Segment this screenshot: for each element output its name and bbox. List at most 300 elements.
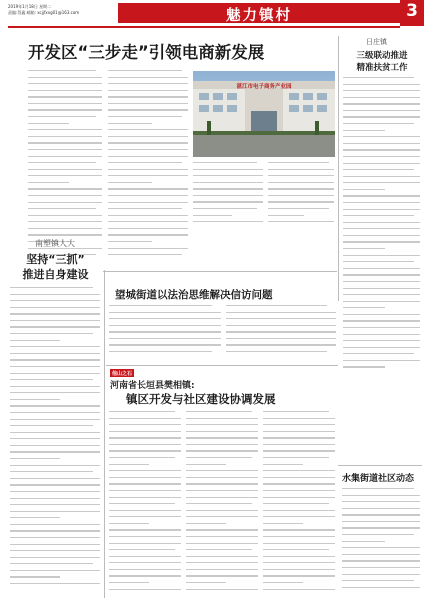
- text-line: [28, 142, 102, 143]
- header-rule: [8, 26, 400, 28]
- text-line: [343, 123, 414, 124]
- side-top-body-text: [343, 77, 420, 368]
- text-line: [343, 143, 420, 144]
- text-line: [10, 484, 100, 485]
- text-line: [109, 457, 175, 458]
- left-story-kicker: 南塑镇人大: [35, 239, 75, 248]
- left-story-title-line2: 推进自身建设: [22, 268, 89, 281]
- text-line: [186, 523, 226, 524]
- text-line: [10, 405, 100, 406]
- text-line: [108, 215, 188, 216]
- text-line: [343, 360, 420, 361]
- ecommerce-park-photo: [193, 71, 335, 157]
- text-line: [10, 583, 100, 584]
- text-line: [10, 294, 100, 295]
- text-line: [10, 537, 100, 538]
- text-line: [108, 228, 188, 229]
- text-line: [109, 536, 181, 537]
- center-story-col1: [109, 305, 221, 362]
- text-line: [28, 215, 102, 216]
- text-line: [10, 544, 100, 545]
- text-line: [263, 569, 335, 570]
- left-story-body-text: [10, 287, 100, 584]
- text-line: [263, 582, 303, 583]
- text-line: [186, 444, 258, 445]
- editor-contact: 责编:蔡鑫 邮箱: xcjjfxxg01@163.com: [8, 9, 80, 15]
- text-line: [263, 431, 335, 432]
- text-line: [109, 305, 212, 306]
- text-line: [193, 195, 263, 196]
- text-line: [28, 182, 69, 183]
- text-line: [226, 344, 336, 345]
- text-line: [342, 547, 420, 548]
- lead-body-col2: [108, 70, 188, 267]
- text-line: [226, 312, 336, 313]
- lead-body-col4: [268, 162, 334, 234]
- text-line: [263, 497, 335, 498]
- text-line: [343, 241, 420, 242]
- text-line: [108, 234, 188, 235]
- text-line: [28, 136, 102, 137]
- left-column-divider: [104, 270, 105, 598]
- text-line: [28, 116, 96, 117]
- side-top-body: [343, 77, 420, 379]
- text-line: [10, 517, 60, 518]
- text-line: [10, 346, 100, 347]
- issue-meta: [8, 4, 79, 15]
- right-box-body: [342, 488, 420, 597]
- text-line: [28, 169, 102, 170]
- bottom-story-title-line1: 河南省长垣县樊相镇:: [110, 381, 195, 391]
- text-line: [343, 255, 420, 256]
- text-line: [108, 182, 152, 183]
- text-line: [193, 182, 263, 183]
- right-box-rule: [338, 465, 422, 466]
- text-line: [108, 169, 188, 170]
- text-line: [186, 457, 252, 458]
- text-line: [263, 477, 335, 478]
- text-line: [343, 195, 420, 196]
- text-line: [108, 116, 182, 117]
- text-line: [268, 169, 334, 170]
- text-line: [109, 529, 181, 530]
- text-line: [263, 444, 335, 445]
- text-line: [343, 366, 385, 367]
- text-line: [108, 136, 188, 137]
- text-line: [268, 201, 334, 202]
- text-line: [268, 221, 334, 222]
- text-line: [263, 503, 329, 504]
- text-line: [10, 399, 60, 400]
- text-line: [342, 580, 414, 581]
- text-line: [109, 424, 181, 425]
- text-line: [186, 556, 258, 557]
- text-line: [263, 437, 335, 438]
- text-line: [108, 123, 152, 124]
- text-line: [109, 418, 181, 419]
- text-line: [109, 490, 181, 491]
- text-line: [343, 209, 420, 210]
- text-line: [10, 451, 100, 452]
- section-title: 魅力镇村: [226, 7, 292, 24]
- lead-body-text: [193, 162, 263, 222]
- text-line: [28, 77, 102, 78]
- right-box-body-text: [342, 488, 420, 588]
- text-line: [10, 557, 100, 558]
- text-line: [10, 458, 60, 459]
- text-line: [343, 136, 420, 137]
- text-line: [263, 556, 335, 557]
- text-line: [108, 221, 188, 222]
- bottom-story-col1: [109, 411, 181, 597]
- text-line: [186, 582, 226, 583]
- text-line: [186, 510, 258, 511]
- text-line: [10, 530, 100, 531]
- page-number-box: [400, 0, 424, 26]
- text-line: [343, 274, 420, 275]
- text-line: [28, 96, 102, 97]
- center-story-rule: [106, 365, 338, 366]
- text-line: [108, 175, 188, 176]
- text-line: [226, 351, 327, 352]
- text-line: [109, 351, 212, 352]
- lead-body-text: [108, 70, 188, 255]
- text-line: [109, 549, 175, 550]
- text-line: [28, 123, 69, 124]
- text-line: [263, 549, 329, 550]
- text-line: [108, 142, 188, 143]
- text-line: [108, 149, 188, 150]
- text-line: [342, 488, 414, 489]
- text-line: [343, 84, 420, 85]
- text-line: [186, 549, 252, 550]
- text-line: [109, 483, 181, 484]
- text-line: [10, 287, 93, 288]
- bottom-story-title-line2: 镇区开发与社区建设协调发展: [126, 392, 276, 406]
- text-line: [186, 490, 258, 491]
- text-line: [343, 235, 420, 236]
- text-line: [343, 77, 414, 78]
- text-line: [193, 201, 263, 202]
- text-line: [108, 129, 188, 130]
- text-line: [10, 307, 100, 308]
- side-top-kicker: 日庄镇: [366, 38, 387, 46]
- text-line: [28, 162, 96, 163]
- text-line: [108, 254, 182, 255]
- text-line: [10, 412, 100, 413]
- text-line: [10, 438, 100, 439]
- text-line: [10, 313, 100, 314]
- text-line: [263, 464, 303, 465]
- text-line: [263, 523, 303, 524]
- text-line: [263, 470, 335, 471]
- text-line: [263, 424, 335, 425]
- text-line: [343, 307, 385, 308]
- text-line: [342, 574, 420, 575]
- text-line: [109, 450, 181, 451]
- text-line: [193, 188, 263, 189]
- text-line: [226, 305, 327, 306]
- text-line: [10, 432, 100, 433]
- text-line: [28, 109, 102, 110]
- text-line: [10, 504, 100, 505]
- text-line: [108, 96, 188, 97]
- text-line: [10, 471, 93, 472]
- text-line: [28, 103, 102, 104]
- text-line: [342, 587, 420, 588]
- text-line: [109, 582, 149, 583]
- text-line: [108, 77, 188, 78]
- text-line: [263, 575, 335, 576]
- section-banner: [118, 3, 400, 23]
- bottom-story-col2: [186, 411, 258, 597]
- text-line: [342, 534, 414, 535]
- text-line: [10, 386, 100, 387]
- text-line: [10, 570, 100, 571]
- text-line: [109, 470, 181, 471]
- text-line: [28, 156, 102, 157]
- lead-headline: 开发区“三步走”引领电商新发展: [28, 43, 265, 62]
- text-line: [343, 215, 414, 216]
- text-line: [186, 589, 258, 590]
- text-line: [342, 501, 420, 502]
- text-line: [343, 261, 414, 262]
- center-story-title: 望城街道以法治思维解决信访问题: [115, 289, 273, 301]
- text-line: [186, 503, 252, 504]
- text-line: [109, 589, 181, 590]
- text-line: [109, 523, 149, 524]
- text-line: [343, 334, 420, 335]
- text-line: [28, 208, 96, 209]
- lead-body-text: [268, 162, 334, 222]
- text-line: [10, 373, 100, 374]
- text-line: [186, 483, 258, 484]
- text-line: [343, 327, 420, 328]
- text-line: [343, 288, 420, 289]
- text-line: [28, 202, 102, 203]
- text-line: [268, 182, 334, 183]
- text-line: [193, 208, 257, 209]
- text-line: [263, 457, 329, 458]
- text-line: [108, 202, 188, 203]
- text-line: [343, 268, 420, 269]
- text-line: [186, 470, 258, 471]
- text-line: [108, 156, 188, 157]
- text-line: [343, 347, 420, 348]
- text-line: [263, 411, 329, 412]
- text-line: [193, 215, 232, 216]
- text-line: [108, 208, 182, 209]
- text-line: [28, 83, 102, 84]
- text-line: [343, 353, 414, 354]
- text-line: [342, 554, 420, 555]
- text-line: [10, 524, 100, 525]
- text-line: [186, 569, 258, 570]
- text-line: [10, 425, 93, 426]
- text-line: [268, 208, 329, 209]
- text-line: [186, 431, 258, 432]
- text-line: [186, 477, 258, 478]
- text-line: [263, 450, 335, 451]
- text-line: [108, 90, 188, 91]
- text-line: [10, 478, 100, 479]
- text-line: [109, 464, 149, 465]
- text-line: [10, 419, 100, 420]
- text-line: [343, 169, 414, 170]
- text-line: [109, 556, 181, 557]
- text-line: [343, 314, 420, 315]
- text-line: [10, 550, 100, 551]
- text-line: [109, 510, 181, 511]
- text-line: [186, 464, 226, 465]
- bottom-story-body-text: [263, 411, 335, 590]
- text-line: [109, 562, 181, 563]
- text-line: [342, 560, 420, 561]
- text-line: [108, 248, 188, 249]
- text-line: [342, 527, 420, 528]
- text-line: [109, 516, 181, 517]
- text-line: [268, 188, 334, 189]
- page-header: [0, 0, 424, 28]
- text-line: [10, 359, 100, 360]
- center-story-col2: [226, 305, 336, 362]
- text-line: [343, 320, 420, 321]
- text-line: [108, 188, 188, 189]
- text-line: [343, 189, 385, 190]
- text-line: [342, 567, 420, 568]
- text-line: [28, 70, 96, 71]
- text-line: [343, 176, 420, 177]
- text-line: [343, 202, 420, 203]
- text-line: [28, 149, 102, 150]
- page-number: 3: [406, 1, 418, 21]
- bottom-story-body-text: [186, 411, 258, 590]
- text-line: [343, 97, 420, 98]
- side-top-title-line2: 精准扶贫工作: [356, 63, 408, 73]
- text-line: [10, 333, 93, 334]
- lead-body-col3: [193, 162, 263, 234]
- text-line: [263, 562, 335, 563]
- bottom-story-body-text: [109, 411, 181, 590]
- text-line: [193, 175, 263, 176]
- text-line: [10, 511, 100, 512]
- text-line: [28, 129, 102, 130]
- text-line: [343, 103, 420, 104]
- text-line: [108, 162, 182, 163]
- text-line: [186, 543, 258, 544]
- text-line: [10, 326, 100, 327]
- text-line: [186, 575, 258, 576]
- text-line: [28, 195, 102, 196]
- text-line: [10, 366, 100, 367]
- text-line: [109, 325, 221, 326]
- text-line: [28, 188, 102, 189]
- text-line: [10, 576, 60, 577]
- text-line: [263, 529, 335, 530]
- text-line: [342, 514, 420, 515]
- text-line: [186, 411, 252, 412]
- center-story-body-text: [226, 305, 336, 352]
- text-line: [108, 83, 188, 84]
- text-line: [108, 109, 188, 110]
- text-line: [10, 392, 100, 393]
- text-line: [343, 90, 420, 91]
- text-line: [186, 562, 258, 563]
- text-line: [10, 563, 93, 564]
- text-line: [109, 477, 181, 478]
- text-line: [109, 318, 221, 319]
- text-line: [109, 312, 221, 313]
- text-line: [268, 162, 329, 163]
- text-line: [343, 301, 420, 302]
- text-line: [193, 162, 257, 163]
- text-line: [268, 195, 334, 196]
- text-line: [343, 340, 420, 341]
- text-line: [109, 444, 181, 445]
- text-line: [28, 234, 102, 235]
- text-line: [10, 445, 100, 446]
- right-box-heading: [336, 471, 420, 485]
- text-line: [10, 498, 100, 499]
- column-divider: [338, 36, 339, 301]
- text-line: [28, 90, 102, 91]
- text-line: [343, 182, 420, 183]
- text-line: [343, 281, 420, 282]
- text-line: [268, 175, 334, 176]
- text-line: [10, 491, 100, 492]
- text-line: [10, 465, 100, 466]
- bottom-story-kicker: 他山之石: [112, 370, 133, 377]
- text-line: [263, 589, 335, 590]
- text-line: [268, 215, 304, 216]
- text-line: [343, 110, 420, 111]
- text-line: [109, 543, 181, 544]
- text-line: [109, 331, 221, 332]
- text-line: [343, 222, 420, 223]
- lead-bottom-rule: [103, 271, 337, 272]
- text-line: [109, 431, 181, 432]
- text-line: [109, 338, 221, 339]
- text-line: [186, 536, 258, 537]
- center-story-body-text: [109, 305, 221, 352]
- text-line: [186, 437, 258, 438]
- text-line: [10, 353, 100, 354]
- left-story-title-line1: 坚持“三抓”: [26, 253, 85, 266]
- text-line: [343, 163, 420, 164]
- text-line: [109, 503, 175, 504]
- text-line: [186, 424, 258, 425]
- text-line: [109, 575, 181, 576]
- text-line: [109, 497, 181, 498]
- text-line: [226, 318, 336, 319]
- text-line: [109, 344, 221, 345]
- text-line: [109, 437, 181, 438]
- text-line: [28, 228, 102, 229]
- text-line: [10, 340, 60, 341]
- text-line: [343, 130, 385, 131]
- text-line: [343, 228, 420, 229]
- text-line: [343, 116, 420, 117]
- text-line: [263, 516, 335, 517]
- text-line: [342, 495, 420, 496]
- text-line: [343, 156, 420, 157]
- text-line: [342, 508, 420, 509]
- text-line: [108, 70, 182, 71]
- text-line: [263, 418, 335, 419]
- text-line: [193, 169, 263, 170]
- text-line: [10, 379, 93, 380]
- text-line: [108, 241, 152, 242]
